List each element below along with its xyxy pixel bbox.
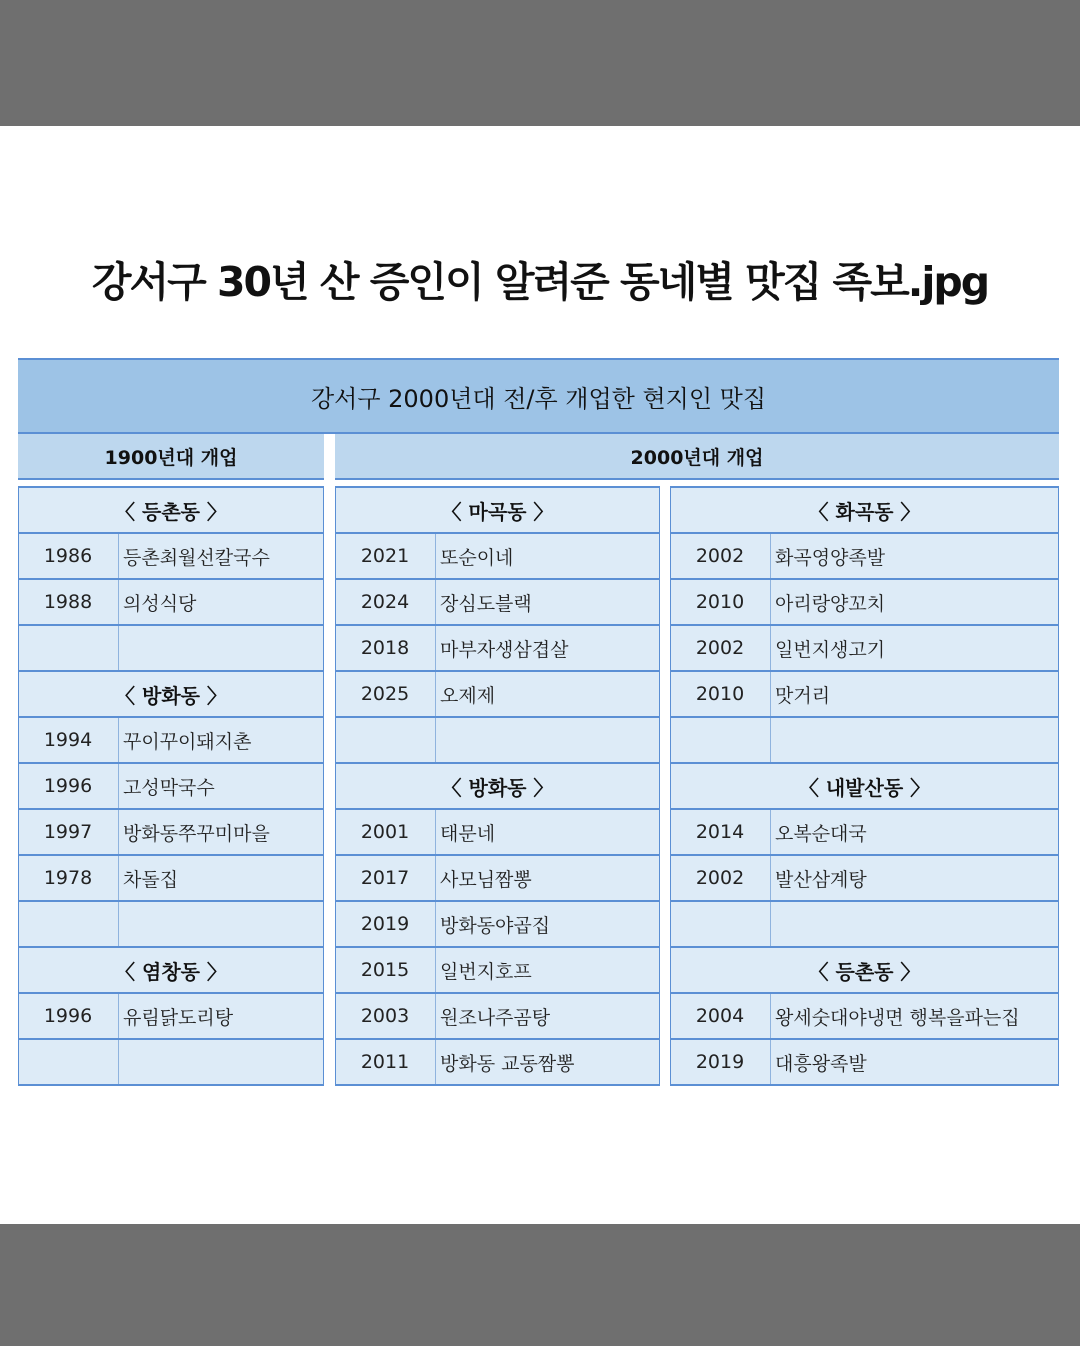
- top-gray-bar: [0, 0, 1080, 126]
- table-row: [670, 902, 1059, 948]
- restaurant-name: 발산삼계탕: [775, 868, 867, 891]
- opening-year: 2001: [360, 821, 410, 843]
- opening-year: [18, 626, 118, 670]
- table-row: [335, 1040, 660, 1086]
- cell-divider: [770, 534, 771, 578]
- opening-year: 2019: [360, 913, 410, 935]
- restaurant-name: 유림닭도리탕: [123, 1006, 234, 1029]
- cell-divider: [118, 764, 119, 808]
- restaurant-name: 사모님짬뽕: [440, 868, 532, 891]
- restaurant-name: 고성막국수: [123, 776, 215, 799]
- opening-year: 1996: [43, 775, 93, 797]
- opening-year: 1997: [43, 821, 93, 843]
- opening-year: 2025: [360, 683, 410, 705]
- district-heading: 〈 마곡동 〉: [335, 488, 660, 534]
- opening-year: 1994: [43, 729, 93, 751]
- column-border: [1058, 488, 1059, 1086]
- cell-divider: [435, 810, 436, 854]
- table-row: [670, 626, 1059, 672]
- cell-divider: [770, 902, 771, 946]
- opening-year: [335, 718, 435, 762]
- cell-divider: [770, 1040, 771, 1084]
- cell-divider: [118, 580, 119, 624]
- cell-divider: [770, 856, 771, 900]
- restaurant-name: 또순이네: [440, 546, 514, 569]
- cell-divider: [435, 626, 436, 670]
- district-heading: 〈 염창동 〉: [18, 948, 324, 994]
- restaurant-name: 아리랑양꼬치: [775, 592, 886, 615]
- opening-year: [18, 1040, 118, 1084]
- table-row: [335, 810, 660, 856]
- cell-divider: [118, 534, 119, 578]
- restaurant-name: 등촌최월선칼국수: [123, 546, 270, 569]
- cell-divider: [118, 626, 119, 670]
- restaurant-name: 대흥왕족발: [775, 1052, 867, 1075]
- restaurant-name: 화곡영양족발: [775, 546, 886, 569]
- era-after-2000: 2000년대 개업: [335, 434, 1059, 480]
- column-border: [670, 488, 671, 1086]
- opening-year: 1978: [43, 867, 93, 889]
- cell-divider: [435, 534, 436, 578]
- restaurant-name: 오복순대국: [775, 822, 867, 845]
- restaurant-name: 일번지호프: [440, 960, 532, 983]
- opening-year: 2018: [360, 637, 410, 659]
- table-row: [670, 672, 1059, 718]
- restaurant-name: 방화동야곱집: [440, 914, 551, 937]
- table-row: [670, 534, 1059, 580]
- column-border: [18, 488, 19, 1086]
- district-heading: 〈 내발산동 〉: [670, 764, 1059, 810]
- opening-year: [670, 902, 770, 946]
- table-row: [670, 1040, 1059, 1086]
- opening-year: 2015: [360, 959, 410, 981]
- cell-divider: [435, 948, 436, 992]
- column-1900s: [18, 486, 324, 1086]
- column-border: [323, 488, 324, 1086]
- table-row: [335, 672, 660, 718]
- column-border: [335, 488, 336, 1086]
- opening-year: 2002: [695, 637, 745, 659]
- opening-year: 2010: [695, 591, 745, 613]
- opening-year: 2017: [360, 867, 410, 889]
- table-row: [18, 580, 324, 626]
- table-row: [670, 994, 1059, 1040]
- district-heading: 〈 등촌동 〉: [670, 948, 1059, 994]
- opening-year: 1996: [43, 1005, 93, 1027]
- cell-divider: [770, 580, 771, 624]
- table-row: [18, 994, 324, 1040]
- restaurant-name: 방화동 교동짬뽕: [440, 1052, 575, 1075]
- restaurant-name: 마부자생삼겹살: [440, 638, 569, 661]
- table-row: [335, 948, 660, 994]
- cell-divider: [770, 626, 771, 670]
- table-row: [670, 580, 1059, 626]
- table-row: [335, 534, 660, 580]
- table-row: [670, 810, 1059, 856]
- restaurant-name: 왕세숫대야냉면 행복을파는집: [775, 1006, 1020, 1029]
- table-row: [335, 580, 660, 626]
- cell-divider: [770, 672, 771, 716]
- table-row: [335, 994, 660, 1040]
- opening-year: 2021: [360, 545, 410, 567]
- restaurant-name: 태문네: [440, 822, 496, 845]
- restaurant-name: 꾸이꾸이돼지촌: [123, 730, 252, 753]
- cell-divider: [435, 718, 436, 762]
- opening-year: 2014: [695, 821, 745, 843]
- opening-year: 1988: [43, 591, 93, 613]
- table-row: [18, 534, 324, 580]
- district-heading: 〈 등촌동 〉: [18, 488, 324, 534]
- cell-divider: [118, 994, 119, 1038]
- restaurant-table: [18, 358, 1059, 1075]
- restaurant-name: 장심도블랙: [440, 592, 532, 615]
- table-row: [18, 718, 324, 764]
- table-row: [18, 764, 324, 810]
- district-heading: 〈 방화동 〉: [18, 672, 324, 718]
- opening-year: 2019: [695, 1051, 745, 1073]
- opening-year: 1986: [43, 545, 93, 567]
- cell-divider: [118, 718, 119, 762]
- district-heading: 〈 방화동 〉: [335, 764, 660, 810]
- district-heading: 〈 화곡동 〉: [670, 488, 1059, 534]
- cell-divider: [435, 1040, 436, 1084]
- cell-divider: [770, 994, 771, 1038]
- table-row: [18, 902, 324, 948]
- opening-year: 2004: [695, 1005, 745, 1027]
- column-border: [659, 488, 660, 1086]
- table-header: 강서구 2000년대 전/후 개업한 현지인 맛집: [18, 358, 1059, 434]
- column-2000s-a: [335, 486, 660, 1086]
- opening-year: 2024: [360, 591, 410, 613]
- table-row: [18, 626, 324, 672]
- cell-divider: [435, 856, 436, 900]
- table-row: [18, 810, 324, 856]
- table-row: [335, 856, 660, 902]
- cell-divider: [118, 1040, 119, 1084]
- restaurant-name: 원조나주곰탕: [440, 1006, 551, 1029]
- restaurant-name: 오제제: [440, 684, 496, 707]
- era-before-2000: 1900년대 개업: [18, 434, 324, 480]
- table-row: [335, 626, 660, 672]
- cell-divider: [435, 994, 436, 1038]
- table-row: [18, 856, 324, 902]
- cell-divider: [118, 856, 119, 900]
- table-row: [335, 718, 660, 764]
- opening-year: 2010: [695, 683, 745, 705]
- era-row: [18, 434, 1059, 480]
- restaurant-name: 차돌집: [123, 868, 179, 891]
- restaurant-name: 맛거리: [775, 684, 831, 707]
- cell-divider: [770, 810, 771, 854]
- opening-year: [18, 902, 118, 946]
- restaurant-name: 일번지생고기: [775, 638, 886, 661]
- cell-divider: [435, 672, 436, 716]
- page-title: 강서구 30년 산 증인이 알려준 동네별 맛집 족보.jpg: [91, 258, 989, 306]
- opening-year: 2002: [695, 867, 745, 889]
- restaurant-name: 방화동쭈꾸미마을: [123, 822, 270, 845]
- cell-divider: [435, 580, 436, 624]
- opening-year: [670, 718, 770, 762]
- cell-divider: [435, 902, 436, 946]
- table-row: [18, 1040, 324, 1086]
- cell-divider: [118, 810, 119, 854]
- column-2000s-b: [670, 486, 1059, 1086]
- restaurant-name: 의성식당: [123, 592, 197, 615]
- bottom-gray-bar: [0, 1224, 1080, 1346]
- table-row: [670, 718, 1059, 764]
- opening-year: 2002: [695, 545, 745, 567]
- table-row: [335, 902, 660, 948]
- cell-divider: [770, 718, 771, 762]
- opening-year: 2003: [360, 1005, 410, 1027]
- opening-year: 2011: [360, 1051, 410, 1073]
- cell-divider: [118, 902, 119, 946]
- table-row: [670, 856, 1059, 902]
